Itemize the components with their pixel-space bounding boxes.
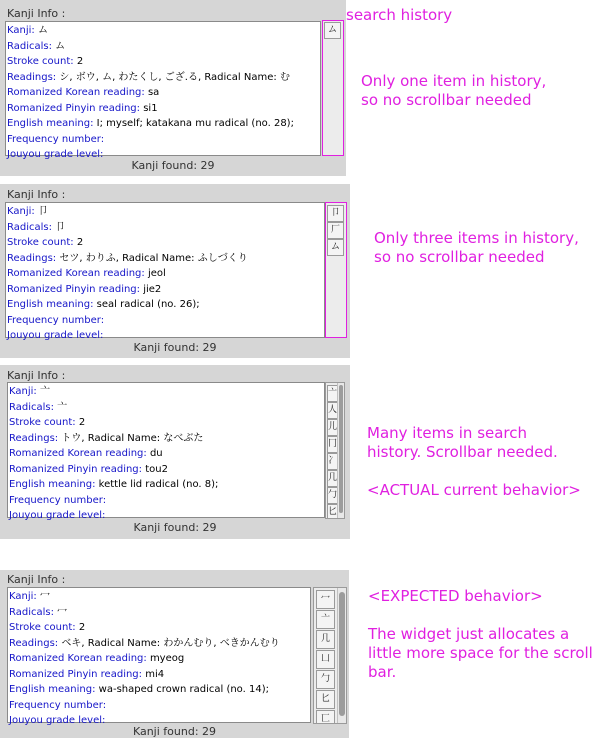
pinyin-reading-label: Romanized Pinyin reading:: [7, 102, 141, 114]
stroke-count-label: Stroke count:: [9, 622, 76, 633]
korean-reading-label: Romanized Korean reading:: [9, 448, 147, 459]
pinyin-reading-value: mi4: [145, 668, 165, 680]
korean-reading-label: Romanized Korean reading:: [7, 87, 145, 98]
search-history-list[interactable]: [325, 382, 345, 519]
history-item[interactable]: 匸: [316, 710, 335, 724]
history-item[interactable]: 匕: [327, 504, 338, 519]
kanji-found-count: Kanji found: 29: [132, 725, 217, 738]
pinyin-reading-label: Romanized Pinyin reading:: [9, 463, 143, 475]
kanji-info-panel-4: [0, 570, 349, 738]
annotation-panel-3: Many items in search history. Scrollbar needed. <ACTUAL current behavior>: [367, 424, 581, 499]
pinyin-reading-value: tou2: [145, 463, 168, 475]
kanji-label: Kanji:: [9, 591, 37, 602]
history-item[interactable]: 勹: [327, 487, 338, 504]
history-scrollbar-thumb[interactable]: [339, 385, 343, 513]
readings-value: トウ, Radical Name: なべぶた: [61, 432, 204, 444]
kanji-found-count: Kanji found: 29: [133, 341, 217, 354]
annotation-panel-2: Only three items in history, so no scrollbar needed: [374, 229, 579, 266]
history-scrollbar[interactable]: [337, 383, 344, 518]
korean-reading-value: jeol: [147, 268, 166, 279]
kanji-value: 卩: [37, 206, 48, 217]
history-item[interactable]: 人: [327, 402, 338, 419]
frequency-label: Frequency number:: [9, 494, 107, 506]
frequency-label: Frequency number:: [7, 314, 105, 326]
english-meaning-label: English meaning:: [9, 684, 96, 695]
history-scrollbar-thumb[interactable]: [339, 592, 345, 716]
annotation-panel-1: Only one item in history, so no scrollbar needed: [361, 72, 547, 109]
history-item[interactable]: 厂: [327, 222, 344, 239]
readings-label: Readings:: [7, 252, 57, 264]
kanji-info-text: [7, 587, 311, 726]
annotation-panel-4: <EXPECTED behavior> The widget just allocates a little more space for the scroll bar.: [368, 587, 593, 681]
kanji-label: Kanji:: [7, 206, 35, 217]
korean-reading-label: Romanized Korean reading:: [9, 653, 147, 664]
english-meaning-value: I; myself; katakana mu radical (no. 28);: [96, 118, 294, 129]
stroke-count-value: 2: [76, 237, 84, 248]
korean-reading-value: sa: [147, 87, 160, 98]
history-item[interactable]: ム: [327, 239, 344, 256]
kanji-info-text: [5, 202, 325, 341]
stroke-count-label: Stroke count:: [7, 56, 74, 67]
kanji-value: ム: [37, 25, 48, 36]
readings-value: ベキ, Radical Name: わかんむり, べきかんむり: [61, 637, 280, 649]
stroke-count-value: 2: [78, 622, 86, 633]
english-meaning-label: English meaning:: [9, 479, 96, 490]
jouyou-grade-label: Jouyou grade level:: [7, 149, 104, 160]
kanji-info-panel-2: [0, 184, 350, 358]
pinyin-reading-label: Romanized Pinyin reading:: [9, 668, 143, 680]
korean-reading-value: du: [149, 448, 163, 459]
pinyin-reading-label: Romanized Pinyin reading:: [7, 283, 141, 295]
stroke-count-value: 2: [78, 417, 86, 428]
kanji-found-count: Kanji found: 29: [131, 159, 215, 172]
kanji-info-panel-3: [0, 365, 350, 539]
readings-value: シ, ボウ, ム, わたくし, ござ.る, Radical Name: む: [59, 71, 290, 83]
english-meaning-value: seal radical (no. 26);: [96, 299, 200, 310]
stroke-count-value: 2: [76, 56, 84, 67]
radicals-value: 卩: [55, 221, 66, 233]
readings-value: セツ, わりふ, Radical Name: ふしづくり: [59, 252, 248, 264]
kanji-info-frame-label: Kanji Info :: [7, 369, 66, 382]
stroke-count-label: Stroke count:: [9, 417, 76, 428]
radicals-value: 亠: [57, 401, 68, 413]
history-item[interactable]: 亠: [316, 610, 335, 629]
history-item[interactable]: ム: [324, 22, 341, 39]
kanji-info-text: [5, 21, 321, 160]
readings-label: Readings:: [7, 71, 57, 83]
english-meaning-value: kettle lid radical (no. 8);: [98, 479, 219, 490]
korean-reading-label: Romanized Korean reading:: [7, 268, 145, 279]
history-item[interactable]: 凵: [316, 650, 335, 669]
frequency-label: Frequency number:: [9, 699, 107, 711]
history-item[interactable]: 冂: [327, 436, 338, 453]
korean-reading-value: myeog: [149, 653, 185, 664]
radicals-label: Radicals:: [9, 606, 54, 618]
annotation-search-history: search history: [346, 6, 453, 24]
kanji-found-count: Kanji found: 29: [133, 521, 217, 534]
kanji-info-frame-label: Kanji Info :: [7, 188, 66, 201]
stroke-count-label: Stroke count:: [7, 237, 74, 248]
kanji-value: 亠: [39, 386, 50, 397]
english-meaning-label: English meaning:: [7, 299, 94, 310]
kanji-value: 冖: [39, 591, 50, 602]
history-item[interactable]: 匕: [316, 690, 335, 709]
jouyou-grade-label: Jouyou grade level:: [9, 510, 106, 521]
history-scrollbar[interactable]: [337, 588, 346, 723]
radicals-label: Radicals:: [7, 221, 52, 233]
history-item[interactable]: 几: [327, 470, 338, 487]
readings-label: Readings:: [9, 432, 59, 444]
history-item[interactable]: 冫: [327, 453, 338, 470]
search-history-list[interactable]: [322, 20, 344, 156]
kanji-info-frame-label: Kanji Info :: [7, 573, 66, 586]
history-item[interactable]: 卩: [327, 205, 344, 222]
kanji-info-text: [7, 382, 325, 521]
jouyou-grade-label: Jouyou grade level:: [7, 330, 104, 341]
search-history-list[interactable]: [313, 587, 347, 724]
history-item[interactable]: 冖: [316, 590, 335, 609]
pinyin-reading-value: jie2: [143, 283, 162, 295]
search-history-list[interactable]: [325, 202, 347, 338]
kanji-info-panel-1: [0, 0, 346, 176]
kanji-label: Kanji:: [7, 25, 35, 36]
radicals-value: 冖: [57, 606, 68, 618]
history-item[interactable]: 几: [316, 630, 335, 649]
frequency-label: Frequency number:: [7, 133, 105, 145]
radicals-label: Radicals:: [9, 401, 54, 413]
history-item[interactable]: 勹: [316, 670, 335, 689]
english-meaning-value: wa-shaped crown radical (no. 14);: [98, 684, 269, 695]
readings-label: Readings:: [9, 637, 59, 649]
radicals-value: ム: [55, 40, 66, 52]
kanji-info-frame-label: Kanji Info :: [7, 7, 66, 20]
jouyou-grade-label: Jouyou grade level:: [9, 715, 106, 726]
kanji-label: Kanji:: [9, 386, 37, 397]
radicals-label: Radicals:: [7, 40, 52, 52]
history-item[interactable]: 亠: [327, 385, 338, 402]
pinyin-reading-value: si1: [143, 102, 158, 114]
english-meaning-label: English meaning:: [7, 118, 94, 129]
history-item[interactable]: 儿: [327, 419, 338, 436]
